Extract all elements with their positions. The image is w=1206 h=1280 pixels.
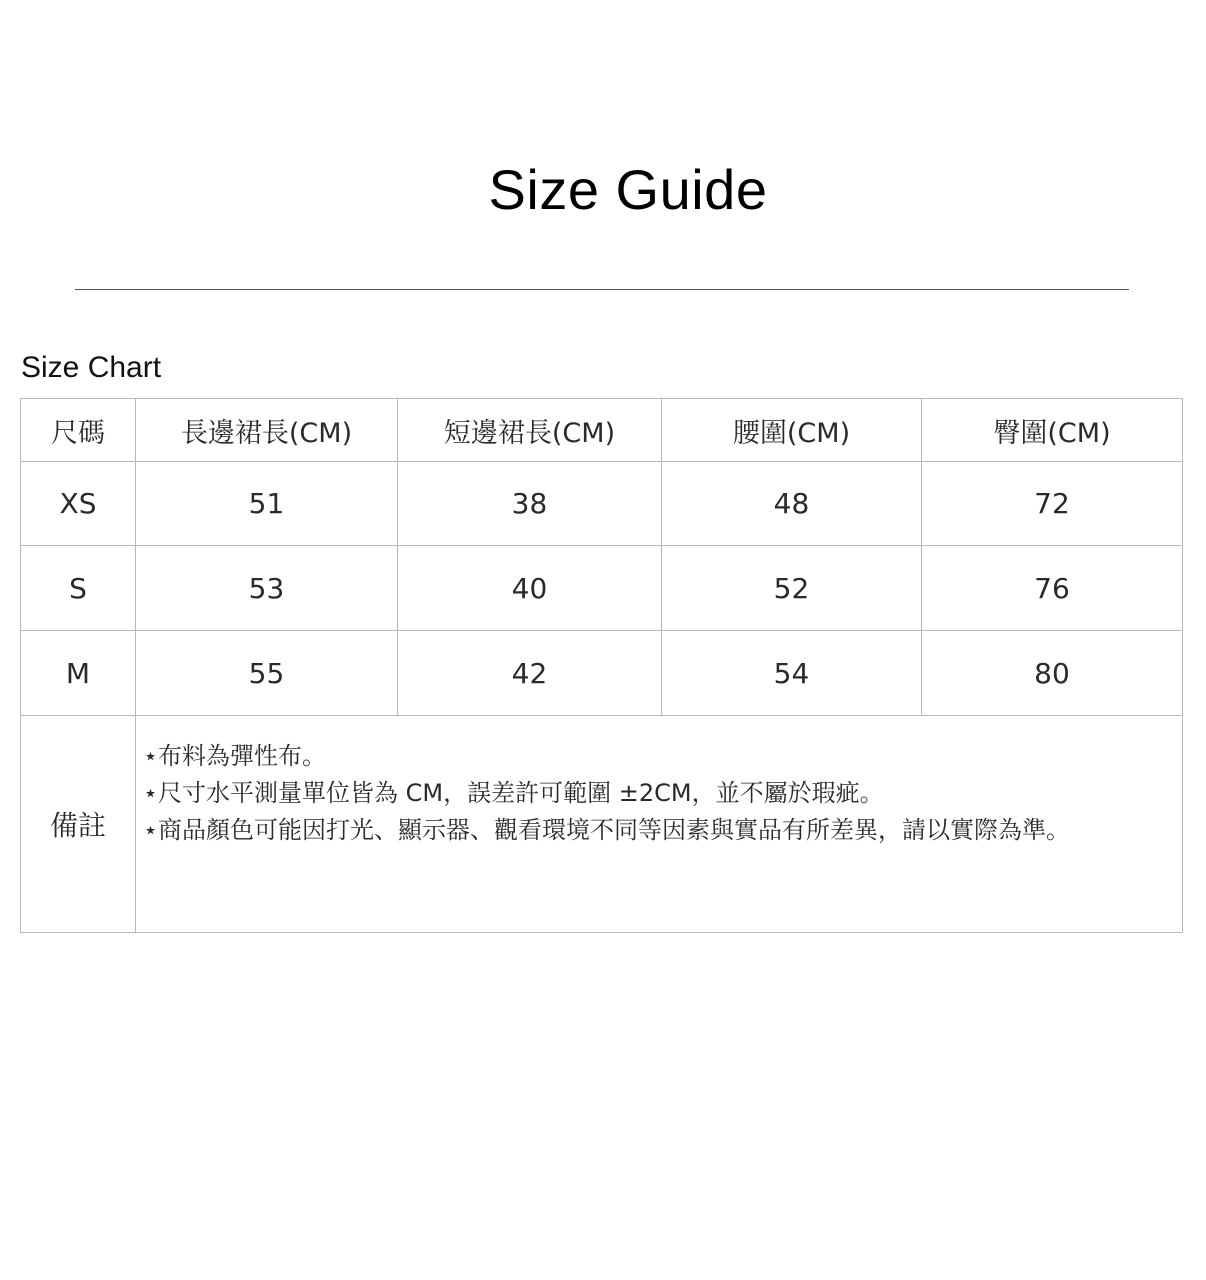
table-header-row — [21, 399, 1183, 462]
notes-label: 備註 — [21, 716, 136, 933]
table-row — [21, 631, 1183, 716]
waist-cell: 52 — [662, 546, 922, 631]
hip-cell: 72 — [922, 462, 1183, 546]
waist-cell: 54 — [662, 631, 922, 716]
size-cell: M — [21, 631, 136, 716]
notes-cell — [136, 716, 1183, 933]
size-cell: S — [21, 546, 136, 631]
note-fabric: ⋆布料為彈性布。 — [143, 742, 327, 770]
title-divider — [75, 289, 1129, 290]
long-length-cell: 51 — [136, 462, 398, 546]
column-header-size: 尺碼 — [21, 399, 136, 462]
table-row — [21, 462, 1183, 546]
short-length-cell: 40 — [398, 546, 662, 631]
column-header-hip: 臀圍(CM) — [922, 399, 1183, 462]
waist-cell: 48 — [662, 462, 922, 546]
hip-cell: 80 — [922, 631, 1183, 716]
section-title: Size Chart — [21, 351, 162, 384]
notes-row — [21, 716, 1183, 933]
column-header-waist: 腰圍(CM) — [662, 399, 922, 462]
size-cell: XS — [21, 462, 136, 546]
note-color: ⋆商品顏色可能因打光、顯示器、觀看環境不同等因素與實品有所差異，請以實際為準。 — [143, 816, 1071, 844]
short-length-cell: 38 — [398, 462, 662, 546]
long-length-cell: 53 — [136, 546, 398, 631]
column-header-long-length: 長邊裙長(CM) — [136, 399, 398, 462]
note-measurement: ⋆尺寸水平測量單位皆為 CM，誤差許可範圍 ±2CM，並不屬於瑕疵。 — [143, 779, 884, 807]
table-row — [21, 546, 1183, 631]
page-title: Size Guide — [488, 158, 768, 221]
column-header-short-length: 短邊裙長(CM) — [398, 399, 662, 462]
long-length-cell: 55 — [136, 631, 398, 716]
size-chart-table — [20, 398, 1183, 933]
hip-cell: 76 — [922, 546, 1183, 631]
short-length-cell: 42 — [398, 631, 662, 716]
